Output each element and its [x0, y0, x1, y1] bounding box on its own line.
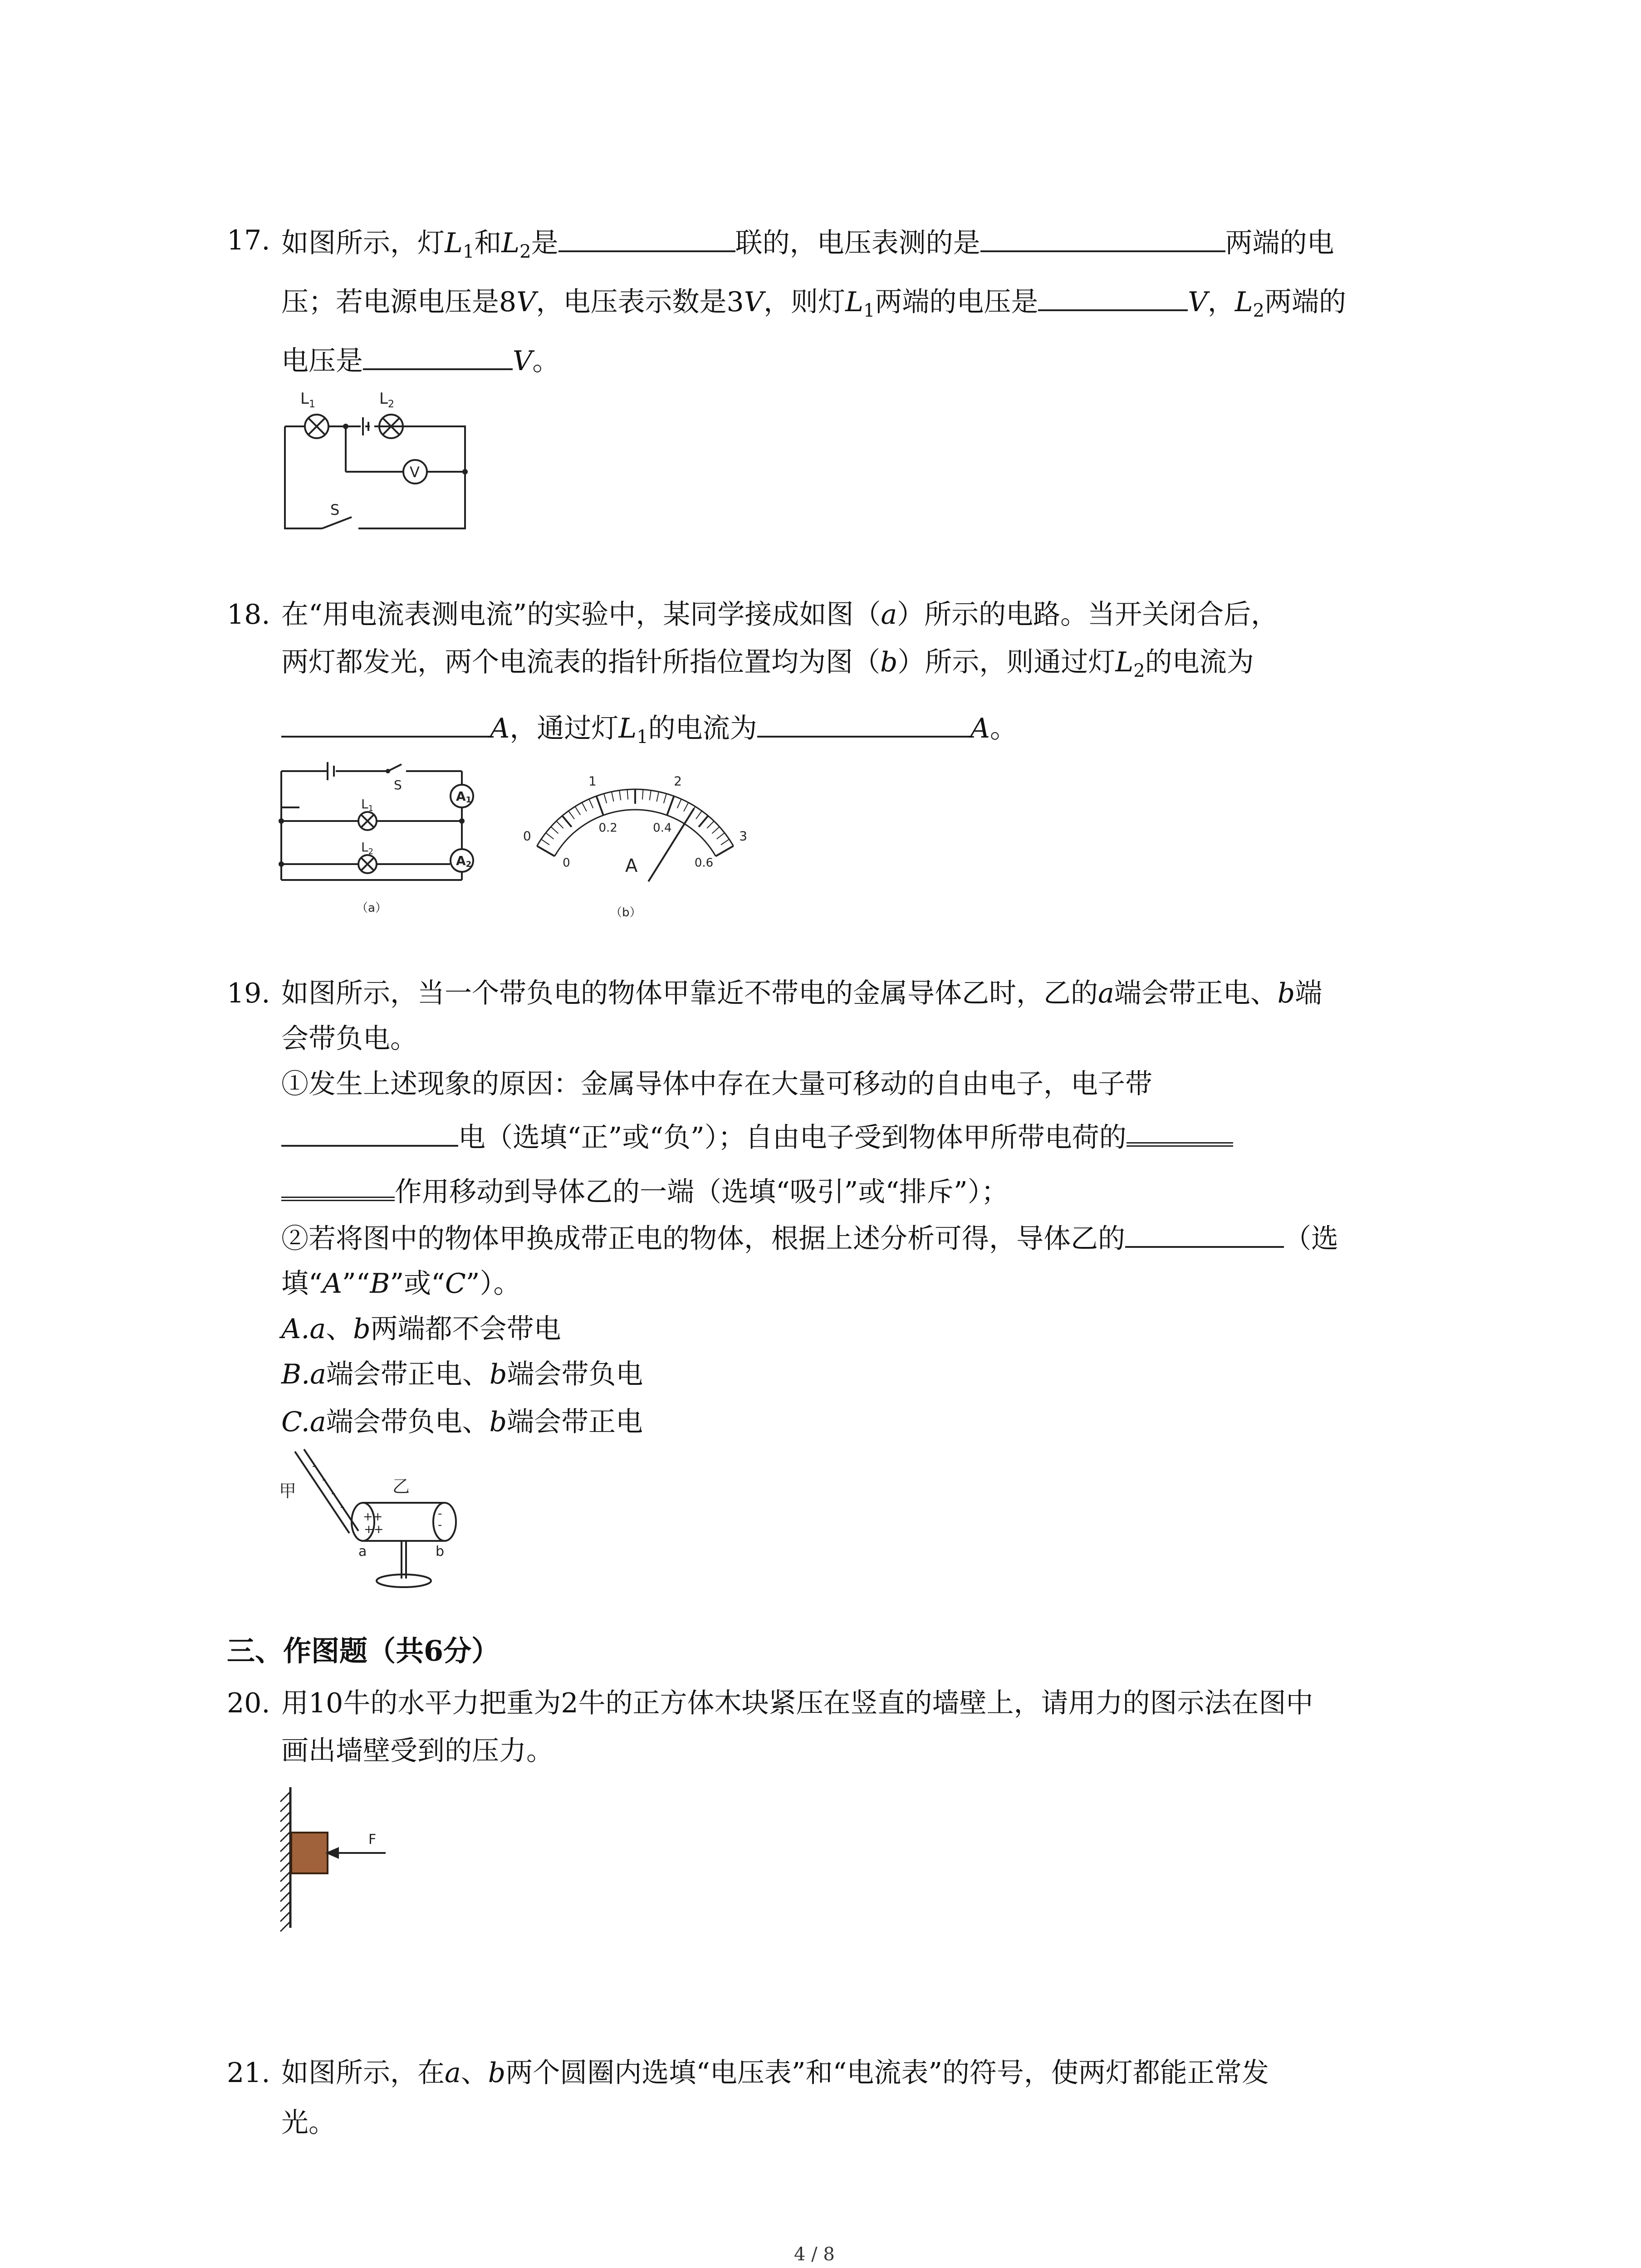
- q20-wall-block-figure: [268, 1783, 404, 1937]
- question-19-line-5: 作用移动到导体乙的一端（选填“吸引”或“排斥”）；: [281, 1170, 1009, 1210]
- question-19-line-1: 如图所示，当一个带负电的物体甲靠近不带电的金属导体乙时，乙的a端会带正电、b端: [281, 978, 1323, 1009]
- dial-tick: [537, 846, 554, 856]
- dial-tick: [551, 827, 558, 834]
- dial-tick: [716, 846, 734, 856]
- answer-blank[interactable]: [558, 222, 735, 252]
- dial-tick: [650, 790, 651, 800]
- page-number: 4 / 8: [794, 2244, 835, 2265]
- section-3-heading: 三、作图题（共6分）: [227, 1634, 500, 1667]
- question-19-number: 19.: [227, 978, 270, 1009]
- question-17-line-1: 如图所示，灯$L_1$和$L_2$是 联的，电压表测的是 两端的电: [281, 222, 1334, 270]
- dial-top-tick-label: 0: [523, 828, 531, 844]
- question-20-number: 20.: [227, 1687, 270, 1719]
- answer-blank[interactable]: [757, 708, 970, 738]
- dial-tick: [619, 790, 621, 800]
- question-21-line-1: 如图所示，在a、b两个圆圈内选填“电压表”和“电流表”的符号，使两灯都能正常发: [281, 2057, 1269, 2089]
- q18-fig-switch-label: S: [394, 777, 402, 792]
- q20-force-arrow-head: [328, 1848, 338, 1857]
- q20-wooden-block: [291, 1833, 328, 1873]
- svg-text:++: ++: [363, 1510, 383, 1524]
- svg-text:-: -: [331, 1486, 336, 1500]
- answer-blank[interactable]: [1127, 1116, 1233, 1147]
- q17-fig-label-l1: $L_1$: [300, 390, 315, 410]
- q19-fig-label-a: a: [358, 1544, 367, 1559]
- svg-text:-: -: [438, 1518, 442, 1532]
- dial-top-tick-label: 1: [588, 773, 597, 789]
- q19-electrostatic-induction-figure: [277, 1442, 476, 1597]
- question-19-option-a: A.a、b两端都不会带电: [281, 1313, 561, 1345]
- dial-tick: [556, 821, 563, 828]
- dial-tick: [575, 807, 581, 815]
- svg-text:++: ++: [364, 1523, 384, 1536]
- answer-blank[interactable]: [281, 1170, 395, 1201]
- dial-tick: [582, 802, 587, 811]
- q18-fig-ammeter-2-label: A2: [456, 853, 472, 869]
- dial-needle: [648, 808, 694, 881]
- svg-text:-: -: [312, 1459, 317, 1473]
- q17-fig-voltmeter-label: V: [410, 464, 420, 481]
- question-19-line-4: 电（选填“正”或“负”）；自由电子受到物体甲所带电荷的: [281, 1116, 1233, 1156]
- q18-fig-caption-a: （a）: [356, 901, 387, 915]
- dial-bottom-tick-label: 0.4: [653, 821, 672, 835]
- q18-dial-unit-label: A: [625, 855, 638, 876]
- dial-tick: [667, 796, 674, 815]
- dial-bottom-tick-label: 0.2: [598, 821, 617, 835]
- question-18-line-1: 在“用电流表测电流”的实验中，某同学接成如图（a）所示的电路。当开关闭合后，: [281, 599, 1279, 631]
- answer-blank[interactable]: [1125, 1218, 1284, 1248]
- q18-fig-lamp-2-label: $L_2$: [361, 840, 374, 856]
- q18-fig-caption-b: （b）: [610, 906, 642, 919]
- dial-tick: [677, 799, 681, 808]
- dial-tick: [562, 816, 572, 827]
- answer-blank[interactable]: [281, 1117, 458, 1147]
- answer-blank[interactable]: [1038, 281, 1188, 311]
- dial-tick: [546, 833, 554, 839]
- svg-text:-: -: [438, 1507, 442, 1520]
- question-19-line-3: ①发生上述现象的原因：金属导体中存在大量可移动的自由电子，电子带: [281, 1068, 1152, 1100]
- q17-fig-label-l2: $L_2$: [379, 390, 394, 410]
- q17-fig-switch-label: S: [330, 501, 340, 518]
- dial-tick: [717, 833, 725, 839]
- dial-tick: [627, 790, 628, 800]
- svg-text:-: -: [322, 1473, 327, 1486]
- dial-tick: [568, 811, 574, 819]
- dial-tick: [541, 839, 549, 845]
- dial-top-tick-label: 3: [739, 828, 748, 844]
- question-17-line-2: 压；若电源电压是8V，电压表示数是3V，则灯$L_1$两端的电压是 V，$L_2$两端的: [281, 281, 1346, 329]
- svg-text:-: -: [340, 1500, 345, 1514]
- question-19-option-b: B.a端会带正电、b端会带负电: [281, 1359, 643, 1390]
- question-19-line-2: 会带负电。: [281, 1023, 417, 1055]
- q18-fig-lamp-1-label: $L_1$: [361, 797, 374, 813]
- question-20-line-1: 用10牛的水平力把重为2牛的正方体木块紧压在竖直的墙壁上，请用力的图示法在图中: [281, 1687, 1313, 1719]
- question-18-line-3: A，通过灯$L_1$的电流为 A。: [281, 708, 1017, 755]
- q17-circuit-diagram: [272, 381, 481, 540]
- answer-blank[interactable]: [363, 340, 513, 370]
- question-21-number: 21.: [227, 2057, 270, 2089]
- answer-blank[interactable]: [980, 222, 1225, 252]
- question-17-line-3: 电压是 V。: [281, 340, 559, 379]
- dial-tick: [642, 790, 643, 800]
- dial-top-tick-label: 2: [674, 773, 682, 789]
- dial-tick: [707, 821, 714, 828]
- dial-tick: [721, 839, 729, 845]
- dial-bottom-tick-label: 0.6: [694, 856, 714, 870]
- question-19-line-7: 填“A”“B”或“C”）。: [281, 1268, 521, 1300]
- q19-fig-label-jia: 甲: [279, 1481, 297, 1501]
- question-19-option-c: C.a端会带负电、b端会带正电: [281, 1406, 643, 1438]
- dial-tick: [712, 827, 719, 834]
- q19-fig-label-b: b: [436, 1544, 445, 1559]
- q18-ammeter-dial-b: [508, 753, 762, 925]
- dial-tick: [684, 802, 688, 811]
- dial-tick: [612, 792, 614, 802]
- dial-tick: [604, 794, 607, 803]
- dial-tick: [696, 811, 702, 819]
- q18-circuit-diagram-a: [272, 753, 481, 925]
- dial-tick: [656, 792, 659, 802]
- dial-tick: [589, 799, 593, 808]
- answer-blank[interactable]: [281, 708, 490, 738]
- dial-tick: [664, 794, 666, 803]
- question-21-line-2: 光。: [281, 2107, 336, 2139]
- question-18-number: 18.: [227, 599, 270, 631]
- question-19-line-6: ②若将图中的物体甲换成带正电的物体，根据上述分析可得，导体乙的 （选: [281, 1218, 1338, 1257]
- question-20-line-2: 画出墙壁受到的压力。: [281, 1735, 554, 1767]
- q20-fig-force-label: F: [368, 1832, 377, 1848]
- q18-fig-ammeter-1-label: A1: [456, 789, 472, 805]
- dial-tick: [699, 816, 708, 827]
- question-17-number: 17.: [227, 225, 270, 256]
- dial-tick: [596, 796, 603, 815]
- dial-bottom-tick-label: 0: [563, 856, 570, 870]
- question-18-line-2: 两灯都发光，两个电流表的指针所指位置均为图（b）所示，则通过灯$L_2$的电流为: [281, 646, 1254, 681]
- q19-fig-label-yi: 乙: [392, 1476, 410, 1496]
